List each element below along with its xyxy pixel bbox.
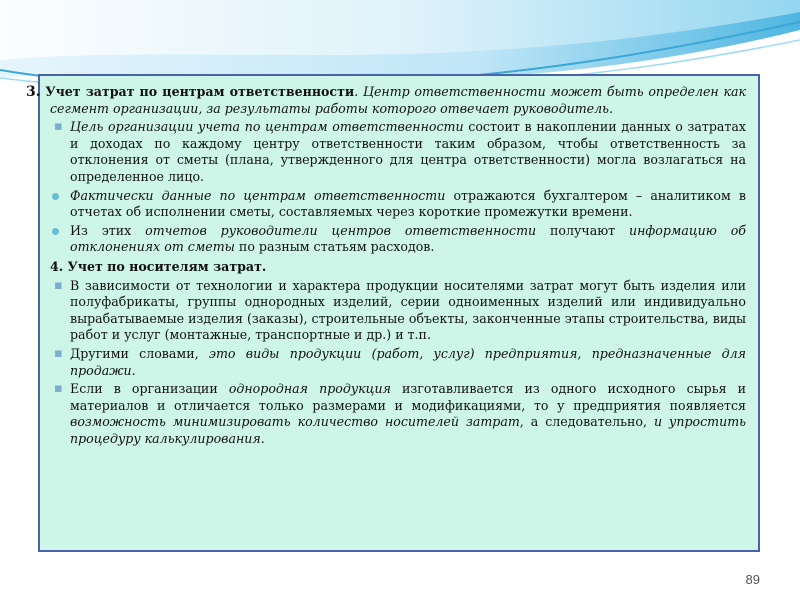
content-panel — [26, 74, 760, 552]
list-item — [50, 223, 746, 256]
bullet-italic-text: это виды продукции (работ, услуг) предприятия, предназначенные для продажи. — [70, 345, 746, 378]
bullet-italic-text: однородная продукция — [228, 381, 391, 397]
section-3-definition: . Центр ответственности может быть определен как сегмент организации, за результаты работы которого отвечает руководитель. — [50, 84, 746, 116]
bullet-italic-text: Фактически данные по центрам ответственности — [70, 187, 446, 203]
section-4-title — [50, 259, 746, 276]
bullet-italic-text: и упростить процедуру калькулирования. — [70, 414, 746, 446]
list-item — [50, 346, 746, 379]
bullet-text: по разным статьям расходов. — [234, 239, 435, 255]
bullet-text: отражаются бухгалтером – аналитиком в отчетах об исполнении сметы, составляемых через короткие промежутки времени. — [70, 187, 746, 220]
bullet-italic-text: информацию об отклонениях от сметы — [70, 222, 746, 255]
section-3-title: Учет затрат по центрам ответственности — [45, 84, 355, 99]
bullet-italic-text: отчетов руководители центров ответственности — [145, 222, 537, 238]
bullet-text: , а следовательно, — [519, 414, 654, 430]
bullet-marker-icon: ▪ — [54, 277, 63, 293]
list-item — [50, 188, 746, 221]
section-3-number: 3. — [26, 84, 41, 100]
bullet-text: В зависимости от технологии и характера продукции носителями затрат могут быть изделия или полуфабрикаты, группы однородных изделий, серии одноименных изделий или индивидуально вырабатываемые изделия (заказы), строительные объекты, законченные этапы строительства, виды работ и услуг (монтажные, транспортные и др.) и т.п. — [70, 277, 746, 343]
list-item — [50, 381, 746, 447]
bullet-dot-icon — [52, 228, 59, 235]
bullet-dot-icon — [52, 193, 59, 200]
bullet-italic-text: Цель организации учета по центрам ответственности — [70, 119, 464, 135]
bullet-text: получают — [536, 222, 630, 238]
bullet-marker-icon: ▪ — [54, 345, 63, 361]
bullet-marker-icon: ▪ — [54, 381, 63, 397]
list-item — [50, 278, 746, 344]
bullet-italic-text: возможность минимизировать количество носителей затрат — [70, 414, 520, 430]
list-item — [50, 119, 746, 185]
section-3-paragraph — [26, 84, 746, 117]
page-number: 89 — [745, 572, 760, 587]
bullet-text: Другими словами, — [70, 345, 209, 361]
bullet-text: состоит в накоплении данных о затратах и доходах по каждому центру ответственности таким образом, чтобы ответственность за отклонения от сметы (плана, утвержденного для центра ответственности) могла возлагаться на определенное лицо. — [70, 119, 747, 184]
bullet-text: Из этих — [70, 222, 146, 238]
bullet-text: изготавливается из одного исходного сырья и материалов и отличается только размерами и модификациями, то у предприятия появляется — [70, 381, 747, 413]
bullet-marker-icon: ▪ — [54, 119, 63, 135]
bullet-text: Если в организации — [70, 381, 229, 397]
section-4-title-text: 4. Учет по носителям затрат. — [50, 258, 267, 274]
